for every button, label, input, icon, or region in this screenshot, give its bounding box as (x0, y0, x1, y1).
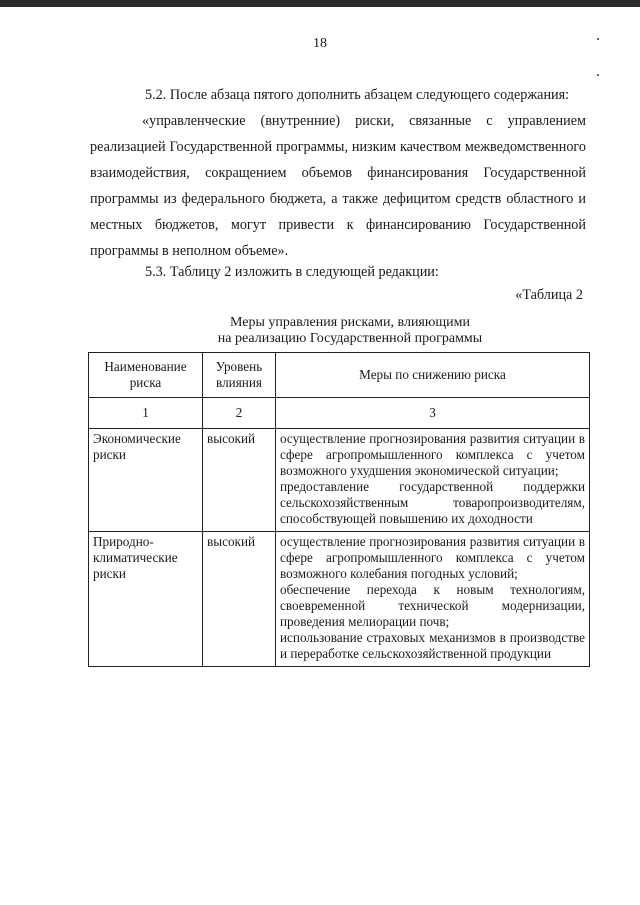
scan-top-edge (0, 0, 640, 7)
measure-item: обеспечение перехода к новым технологиям, своевременной технической модернизации, проведения мелиорации почв; (280, 582, 585, 629)
page-number: 18 (313, 36, 327, 51)
header-measures: Меры по снижению риска (276, 353, 590, 398)
risk-name: Экономические риски (89, 429, 203, 532)
measure-item: предоставление государственной поддержки сельскохозяйственным товаропроизводителям, способствующей повышению их доходности (280, 479, 585, 526)
risk-name: Природно-климатические риски (89, 532, 203, 667)
risk-measures-table (88, 352, 590, 667)
column-number: 3 (276, 398, 590, 429)
table-header-row (89, 353, 590, 398)
measure-item: использование страховых механизмов в производстве и переработке сельскохозяйственной продукции (280, 630, 585, 661)
column-number-row (89, 398, 590, 429)
table-title-line-2: на реализацию Государственной программы (217, 331, 483, 346)
scan-speck (597, 74, 599, 76)
measure-item: осуществление прогнозирования развития ситуации в сфере агропромышленного комплекса с учетом возможного колебания погодных условий; (280, 534, 585, 581)
risk-measures (276, 532, 590, 667)
column-number: 2 (203, 398, 276, 429)
header-risk-name: Наименование риска (89, 353, 203, 398)
table-row (89, 532, 590, 667)
risk-measures (276, 429, 590, 532)
table-row (89, 429, 590, 532)
column-number: 1 (89, 398, 203, 429)
paragraph-5-2: 5.2. После абзаца пятого дополнить абзацем следующего содержания: (145, 87, 570, 103)
table-title (180, 315, 520, 347)
measure-item: осуществление прогнозирования развития ситуации в сфере агропромышленного комплекса с учетом возможного ухудшения экономической ситуации; (280, 431, 585, 478)
paragraph-5-3: 5.3. Таблицу 2 изложить в следующей редакции: (145, 264, 439, 280)
paragraph-quote: «управленческие (внутренние) риски, связанные с управлением реализацией Государственной программы, низким качеством межведомственного взаимодействия, сокращением объемов финансирования Государственной программы из федерального бюджета, а также дефицитом средств областного и местных бюджетов, могут привести к финансированию Государственной программы в неполном объеме». (90, 113, 586, 259)
impact-level: высокий (203, 532, 276, 667)
table-label: «Таблица 2 (515, 287, 583, 303)
impact-level: высокий (203, 429, 276, 532)
table-title-line-1: Меры управления рисками, влияющими (230, 315, 470, 330)
header-impact-level: Уровень влияния (203, 353, 276, 398)
